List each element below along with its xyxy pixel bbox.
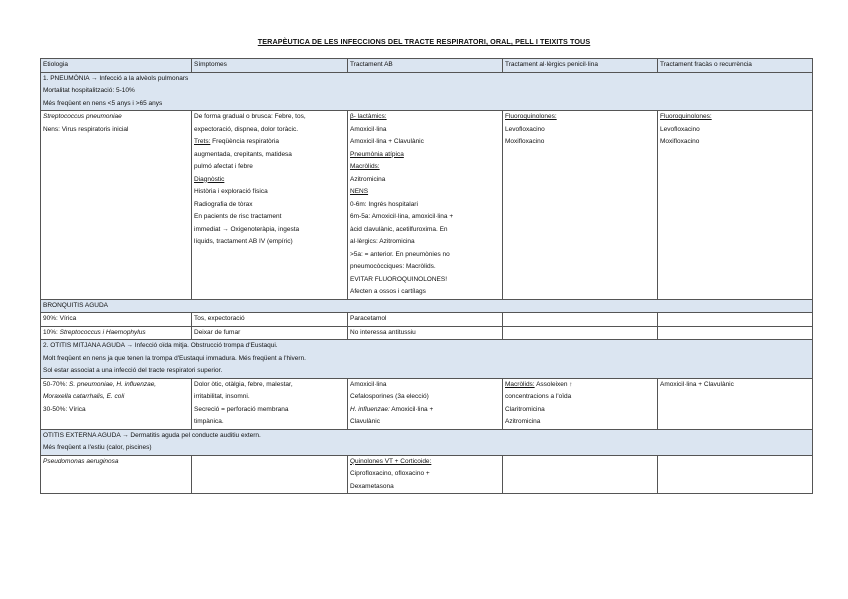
section-bronquitis [41,299,813,313]
cell-etiologia: Streptococcus pneumoniae Nens: Virus respiratoris inicial [41,111,192,300]
header-tractament-ab: Tractament AB [348,59,503,73]
cell-simptomes [192,455,348,494]
cell-tractament-alergics: Macròlids: Assoleixen ↑ concentracions a l'oïda Claritromicina Azitromicina [503,378,658,429]
section-otitis-mitjana [41,340,813,379]
cell-tractament-fracas: Amoxicil·lina + Clavulànic [658,378,813,429]
section-title: BRONQUITIS AGUDA [41,299,813,313]
cell-tractament-ab: Paracetamol [348,313,503,327]
cell-etiologia: 10%: Streptococcus i Haemophylus [41,326,192,340]
cell-tractament-alergics [503,326,658,340]
page-title: TERAPÈUTICA DE LES INFECCIONS DEL TRACTE RESPIRATORI, ORAL, PELL I TEIXITS TOUS [257,37,591,46]
section-note: Mortalitat hospitalització: 5-10% [43,87,135,94]
cell-tractament-alergics: Fluoroquinolones: Levofloxacino Moxifloxacino [503,111,658,300]
cell-tractament-ab: No interessa antitussiu [348,326,503,340]
cell-simptomes: Dolor òtic, otàlgia, febre, malestar, irritabilitat, insomni. Secreció = perforació membrana timpànica. [192,378,348,429]
table-header-row [41,59,813,73]
therapy-table [40,58,813,494]
header-tractament-alergics: Tractament al·lèrgics penicil·lina [503,59,658,73]
cell-tractament-fracas: Fluoroquinolones: Levofloxacino Moxifloxacino [658,111,813,300]
cell-tractament-fracas [658,326,813,340]
cell-tractament-alergics [503,455,658,494]
section-title: 2. OTITIS MITJANA AGUDA → Infecció oïda mitja. Obstrucció trompa d'Eustaqui. [43,342,278,349]
cell-etiologia: 90%: Vírica [41,313,192,327]
table-row [41,455,813,494]
header-tractament-fracas: Tractament fracàs o recurrència [658,59,813,73]
section-note: Sol estar associat a una infecció del tracte respiratori superior. [43,367,223,374]
cell-etiologia: 50-70%: S. pneumoniae, H. influenzae, Moraxella catarrhalis, E. coli 30-50%: Vírica [41,378,192,429]
cell-tractament-ab: Amoxicil·lina Cefalosporines (3a elecció) H. influenzae: Amoxicil·lina + Clavulànic [348,378,503,429]
section-pneumonia [41,72,813,111]
cell-simptomes: Deixar de fumar [192,326,348,340]
table-row [41,111,813,300]
table-row [41,313,813,327]
header-etiologia: Etiologia [41,59,192,73]
cell-tractament-ab: β- lactàmics: Amoxicil·lina Amoxicil·lina + Clavulànic Pneumònia atípica Macròlids: Azitromicina NENS 0-6m: Ingrés hospitalari 6m-5a: Amoxicil·lina, amoxicil·lina + àcid clavulànic, acetilfuroxima. En al·lèrgics: Azitromicina >5a: = anterior. En pneumònies no pneumocòcciques: Macròlids. EVITAR FLUOROQUINOLONES! Afecten a ossos i cartílags [348,111,503,300]
cell-simptomes: De forma gradual o brusca: Febre, tos, expectoració, dispnea, dolor toràcic. Trets: Freqüència respiratòria augmentada, crepitants, matidesa pulmó afectat i febre Diagnòstic Història i exploració física Radiografia de tòrax En pacients de risc tractament immediat → Oxigenoteràpia, ingesta líquids, tractament AB IV (empíric) [192,111,348,300]
section-title: OTITIS EXTERNA AGUDA → Dermatitis aguda pel conducte auditiu extern. [43,431,261,439]
section-note: Molt freqüent en nens ja que tenen la trompa d'Eustaqui immadura. Més freqüent a l'hivern. [43,354,306,362]
section-title: 1. PNEUMÒNIA → Infecció a la alvèols pulmonars [43,74,189,82]
section-note: Més freqüent a l'estiu (calor, piscines) [43,444,152,451]
section-otitis-externa [41,429,813,455]
cell-tractament-fracas [658,313,813,327]
section-note: Més freqüent en nens <5 anys i >65 anys [43,99,163,107]
cell-simptomes: Tos, expectoració [192,313,348,327]
cell-tractament-fracas [658,455,813,494]
header-simptomes: Símptomes [192,59,348,73]
table-row [41,326,813,340]
cell-tractament-alergics [503,313,658,327]
cell-tractament-ab: Quinolones VT + Corticoide: Ciprofloxacino, ofloxacino + Dexametasona [348,455,503,494]
cell-etiologia: Pseudomonas aeruginosa [41,455,192,494]
table-row [41,378,813,429]
